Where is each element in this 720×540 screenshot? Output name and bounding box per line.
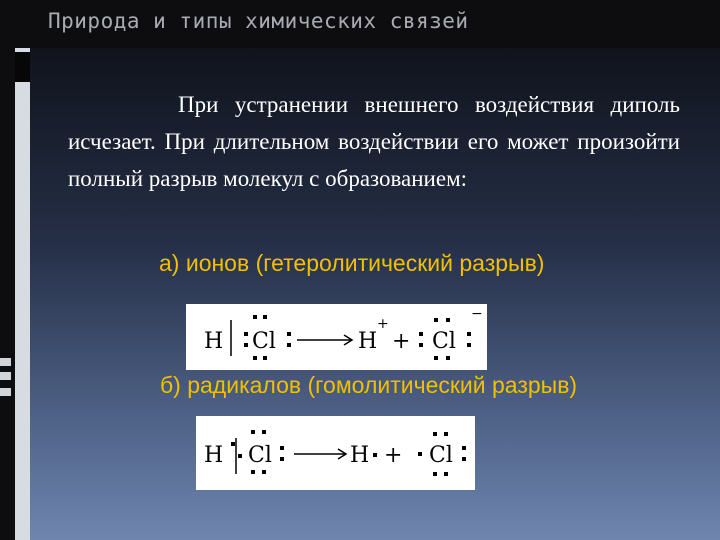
- body-paragraph: При устранении внешнего воздействия диполь исчезает. При длительном воздействии его может произойти полный разрыв молекул с образованием:: [68, 92, 680, 191]
- electron-dot: [251, 430, 255, 434]
- formula-h: H: [204, 443, 224, 468]
- electron-dot: [446, 356, 450, 360]
- list-item-radicals: б) радикалов (гомолитический разрыв): [160, 372, 578, 398]
- electron-dot: [444, 432, 448, 436]
- electron-dot: [251, 470, 255, 474]
- left-bar-tick: [0, 372, 11, 380]
- electron-dot: [262, 430, 266, 434]
- electron-dot: [434, 318, 438, 322]
- electron-dot: [231, 442, 235, 446]
- left-decorative-bar: [15, 48, 30, 540]
- electron-dot: [446, 318, 450, 322]
- electron-dot: [433, 432, 437, 436]
- electron-dot: [467, 332, 471, 336]
- electron-dot: [434, 356, 438, 360]
- electron-dot: [444, 472, 448, 476]
- electron-dot: [238, 454, 242, 458]
- electron-dot: [263, 356, 267, 360]
- electron-dot: [263, 315, 267, 319]
- formula-cl: Cl: [252, 329, 276, 354]
- formula-cl-ion: Cl: [432, 329, 456, 354]
- radical-electron-dot: [418, 452, 422, 456]
- radical-electron-dot: [373, 453, 377, 457]
- electron-dot: [433, 472, 437, 476]
- positive-charge: +: [377, 316, 389, 332]
- electron-dot: [419, 343, 423, 347]
- electron-dot: [467, 343, 471, 347]
- electron-dot: [244, 332, 248, 336]
- formula-h-radical: H: [350, 443, 370, 468]
- electron-dot: [462, 457, 466, 461]
- electron-dot: [253, 315, 257, 319]
- electron-dot: [287, 332, 291, 336]
- electron-dot: [419, 332, 423, 336]
- left-bar-tick: [0, 358, 11, 366]
- electron-dot: [244, 343, 248, 347]
- list-item-ions: а) ионов (гетеролитический разрыв): [159, 250, 545, 276]
- electron-dot: [262, 470, 266, 474]
- electron-dot: [280, 457, 284, 461]
- electron-dot: [253, 356, 257, 360]
- homolytic-formula: [196, 416, 475, 490]
- formula-h-ion: H: [358, 329, 378, 354]
- plus-sign: +: [392, 329, 411, 354]
- negative-charge: −: [471, 306, 483, 322]
- electron-dot: [462, 446, 466, 450]
- electron-dot: [280, 446, 284, 450]
- heterolytic-formula: [186, 304, 487, 370]
- slide-title: Природа и типы химических связей: [48, 9, 469, 33]
- left-bar-tick: [0, 388, 11, 396]
- formula-h: H: [204, 329, 224, 354]
- electron-dot: [287, 343, 291, 347]
- formula-cl-radical: Cl: [429, 443, 453, 468]
- plus-sign: +: [384, 443, 403, 468]
- left-bar-dark-mark: [15, 52, 30, 82]
- formula-cl: Cl: [248, 443, 272, 468]
